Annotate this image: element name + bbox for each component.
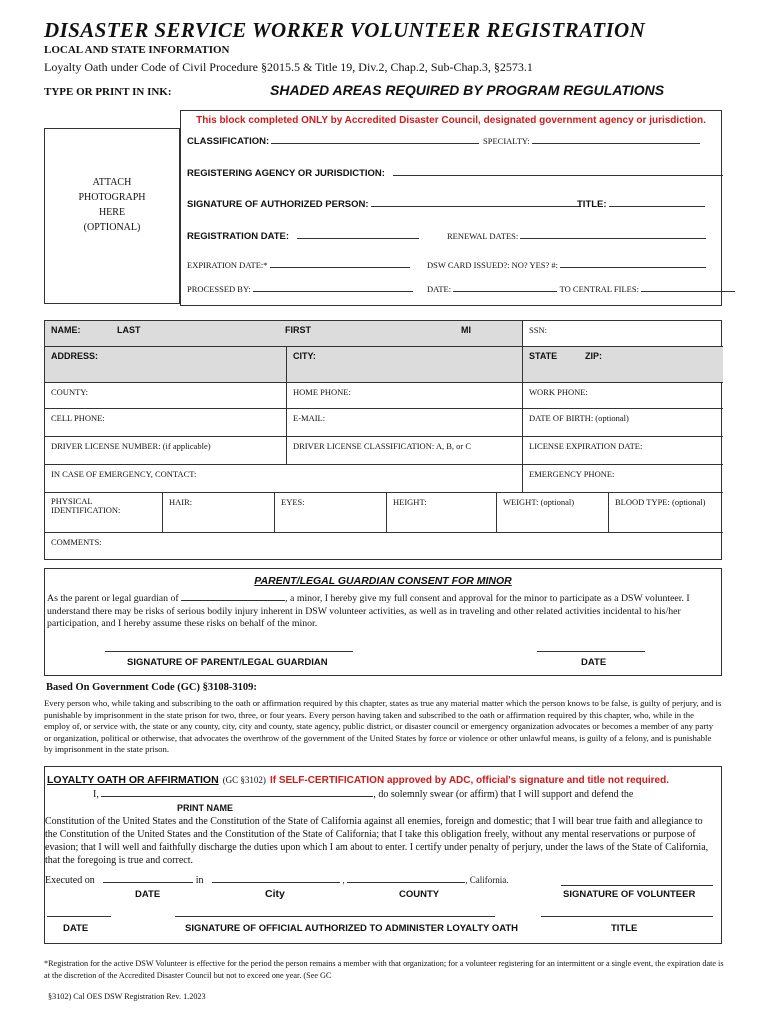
hair-cell[interactable] <box>163 493 275 533</box>
gov-code-text: Every person who, while taking and subscribing to the oath or affirmation required by this chapter, states as true any material matter which the person knows to be false, is guilty of perjury, and is punishable by imprisonment in the state prison for two, three, or four years. Every person having taken and subscribed to the oath or affirmation required by this chapter, who, while in the employ of, or service with, the state or any county, city, city and county, state agency, public district, or disaster council or emergency organization advocates or becomes a member of any party or organization, political or otherwise, that advocates the overthrow of the government of the United States by force or violence or other unlawful means, is guilty of a felony, and is punishable by imprisonment in the state prison. <box>44 698 722 755</box>
council-block <box>180 110 722 306</box>
classification-label: CLASSIFICATION: <box>187 136 270 147</box>
in-label: in <box>195 875 204 886</box>
comments-label: COMMENTS: <box>51 537 102 547</box>
physical-id-cell <box>45 493 163 533</box>
dob-cell[interactable] <box>523 409 723 437</box>
emergency-contact-label: IN CASE OF EMERGENCY, CONTACT: <box>51 469 197 479</box>
renewal-dates-label: RENEWAL DATES: <box>447 231 519 241</box>
dob-label: DATE OF BIRTH: (optional) <box>529 413 629 423</box>
oath-text: Constitution of the United States and the Constitution of the State of California against all enemies, foreign and domestic; that I will bear true faith and allegiance to the Constitution of the United States and the Constitution of the State of California; that I take this obligation freely, without any mental reservations or purpose of evasion; that I will well and faithfully discharge the duties upon which I am about to enter. I certify under penalty of perjury, under the laws of the State of California, that the foregoing is true and correct. <box>45 816 709 866</box>
executed-city-label: City <box>265 888 285 900</box>
home-phone-cell[interactable] <box>287 383 523 409</box>
specialty-field[interactable] <box>532 136 700 144</box>
dsw-card-field[interactable] <box>560 260 706 268</box>
blood-type-label: BLOOD TYPE: (optional) <box>615 497 706 507</box>
state-zip-cell[interactable] <box>523 347 723 383</box>
address-cell[interactable] <box>45 347 287 383</box>
mi-label: MI <box>461 325 471 335</box>
footer-revision: §3102) Cal OES DSW Registration Rev. 1.2023 <box>48 992 206 1001</box>
dl-class-cell[interactable] <box>287 437 523 465</box>
county-label: COUNTY: <box>51 387 88 397</box>
swear-text: , do solemnly swear (or affirm) that I will support and defend the <box>373 789 634 800</box>
email-label: E-MAIL: <box>293 413 326 423</box>
weight-label: WEIGHT: (optional) <box>503 497 575 507</box>
minor-consent-box <box>44 568 722 676</box>
executed-county-label: COUNTY <box>399 889 440 900</box>
home-phone-label: HOME PHONE: <box>293 387 351 397</box>
to-central-label: TO CENTRAL FILES: <box>559 284 639 294</box>
footer-note: *Registration for the active DSW Volunteer is effective for the period the person remains a member with that organization; for a volunteer registering for an intermittent or a single event, the expiration date is at the discretion of the Accredited Disaster Council but not to exceed one year. (See GC <box>44 959 724 980</box>
consent-text-a: As the parent or legal guardian of <box>47 593 179 604</box>
eyes-cell[interactable] <box>275 493 387 533</box>
photo-line: ATTACH <box>92 177 132 188</box>
print-name-label: PRINT NAME <box>177 803 233 813</box>
weight-cell[interactable] <box>497 493 609 533</box>
driver-license-cell[interactable] <box>45 437 287 465</box>
license-exp-cell[interactable] <box>523 437 723 465</box>
executed-date-field[interactable] <box>103 875 193 883</box>
processed-by-field[interactable] <box>253 284 413 292</box>
gov-code-heading: Based On Government Code (GC) §3108-3109: <box>46 682 257 693</box>
photo-line: (OPTIONAL) <box>83 222 141 233</box>
loyalty-oath-reference: Loyalty Oath under Code of Civil Procedure §2015.5 & Title 19, Div.2, Chap.2, Sub-Chap.3, §2573.1 <box>44 60 533 74</box>
executed-city-field[interactable] <box>212 875 340 883</box>
volunteer-signature-label: SIGNATURE OF VOLUNTEER <box>563 889 696 900</box>
official-signature-label: SIGNATURE OF OFFICIAL AUTHORIZED TO ADMINISTER LOYALTY OATH <box>185 923 519 934</box>
to-central-field[interactable] <box>641 284 735 292</box>
city-cell[interactable] <box>287 347 523 383</box>
name-cell[interactable] <box>45 321 523 347</box>
registering-agency-field[interactable] <box>393 168 723 176</box>
minor-name-field[interactable] <box>181 593 285 601</box>
dl-class-label: DRIVER LICENSE CLASSIFICATION: A, B, or C <box>293 441 472 451</box>
renewal-dates-field[interactable] <box>520 231 706 239</box>
guardian-signature-line[interactable] <box>105 651 353 652</box>
blood-type-cell[interactable] <box>609 493 723 533</box>
driver-license-label: DRIVER LICENSE NUMBER: (if applicable) <box>51 441 211 451</box>
shaded-areas-note: SHADED AREAS REQUIRED BY PROGRAM REGULATIONS <box>270 82 665 98</box>
state-label: STATE <box>529 351 558 361</box>
last-label: LAST <box>117 325 141 335</box>
guardian-signature-label: SIGNATURE OF PARENT/LEGAL GUARDIAN <box>127 657 328 668</box>
volunteer-signature-line[interactable] <box>561 885 713 886</box>
consent-text <box>47 593 715 631</box>
processed-by-label: PROCESSED BY: <box>187 284 251 294</box>
height-cell[interactable] <box>387 493 497 533</box>
photo-line: HERE <box>98 207 126 218</box>
consent-heading: PARENT/LEGAL GUARDIAN CONSENT FOR MINOR <box>254 575 512 587</box>
oath-heading: LOYALTY OATH OR AFFIRMATION <box>47 774 219 786</box>
eyes-label: EYES: <box>281 497 305 507</box>
hair-label: HAIR: <box>169 497 193 507</box>
comments-cell[interactable] <box>45 533 723 561</box>
signature-authorized-label: SIGNATURE OF AUTHORIZED PERSON: <box>187 199 369 210</box>
consent-text-b: , a minor, I hereby give my full consent and approval for the minor to participate as a DSW volunteer. I understand there may be risks of serious bodily injury inherent in DSW volunteer activities, as well as in traveling and other related activities incidental to his/her participation, and I hereby assume these risks on behalf of the minor. <box>47 593 690 630</box>
print-name-field[interactable] <box>101 789 373 797</box>
dsw-card-label: DSW CARD ISSUED?: NO? YES? #: <box>427 260 559 270</box>
official-date-line[interactable] <box>47 916 111 917</box>
official-title-label: TITLE <box>611 923 638 934</box>
specialty-label: SPECIALTY: <box>483 136 530 146</box>
guardian-date-line[interactable] <box>537 651 645 652</box>
signature-authorized-field[interactable] <box>371 199 581 207</box>
date-field[interactable] <box>453 284 557 292</box>
personal-info-grid <box>44 320 722 560</box>
executed-county-field[interactable] <box>347 875 465 883</box>
california-label: , California. <box>465 875 509 885</box>
local-state-label: LOCAL AND STATE INFORMATION <box>44 44 230 56</box>
name-label: NAME: <box>51 325 81 335</box>
self-certification-note: If SELF-CERTIFICATION approved by ADC, official's signature and title not required. <box>269 775 670 786</box>
cell-phone-label: CELL PHONE: <box>51 413 105 423</box>
official-title-line[interactable] <box>541 916 713 917</box>
city-label: CITY: <box>293 351 316 361</box>
form-title: DISASTER SERVICE WORKER VOLUNTEER REGISTRATION <box>44 18 646 42</box>
registration-date-label: REGISTRATION DATE: <box>187 231 290 242</box>
registration-date-field[interactable] <box>297 231 419 239</box>
executed-on-label: Executed on <box>45 875 95 886</box>
emergency-phone-cell[interactable] <box>523 465 723 493</box>
email-cell[interactable] <box>287 409 523 437</box>
classification-field[interactable] <box>271 136 479 144</box>
council-heading: This block completed ONLY by Accredited Disaster Council, designated government agency or jurisdiction. <box>196 115 706 126</box>
expiration-date-label: EXPIRATION DATE:* <box>187 260 268 270</box>
expiration-date-field[interactable] <box>270 260 410 268</box>
ssn-label: SSN: <box>529 325 547 335</box>
emergency-contact-cell[interactable] <box>45 465 523 493</box>
i-label: I, <box>93 789 99 800</box>
type-print-instruction: TYPE OR PRINT IN INK: <box>44 86 172 98</box>
official-date-label: DATE <box>63 923 89 934</box>
photo-line: PHOTOGRAPH <box>78 192 146 203</box>
registering-agency-label: REGISTERING AGENCY OR JURISDICTION: <box>187 168 385 179</box>
loyalty-oath-box: LOYALTY OATH OR AFFIRMATION (GC §3102) If SELF-CERTIFICATION approved by ADC, official's signature and title not required. I, , do solemnly swear (or affirm) that I will support and defend the PRINT NAME Constitution of the United States and the Constitution of the State of California against all enemies, foreign and domestic; that I will bear true faith and allegiance to the Constitution of the United States and the Constitution of the State of California; that I take this obligation freely, without any mental reservations or purpose of evasion; that I will well and faithfully discharge the duties upon which I am about to enter. I certify under penalty of perjury, under the laws of the State of California, that the foregoing is true and correct. Executed on in , , California. DATE City COUNTY SIGNATURE OF VOLUNTEER DATE SIGNATURE OF OFFICIAL AUTHORIZED TO ADMINISTER LOYALTY OATH TITLE <box>44 766 722 944</box>
first-label: FIRST <box>285 325 311 335</box>
zip-label: ZIP: <box>585 351 602 361</box>
executed-date-label: DATE <box>135 889 161 900</box>
date-label: DATE: <box>427 284 452 294</box>
work-phone-cell[interactable] <box>523 383 723 409</box>
photo-box[interactable] <box>44 128 180 304</box>
guardian-date-label: DATE <box>581 657 607 668</box>
address-label: ADDRESS: <box>51 351 99 361</box>
title-field[interactable] <box>609 199 705 207</box>
cell-phone-cell[interactable] <box>45 409 287 437</box>
official-signature-line[interactable] <box>175 916 495 917</box>
ssn-cell[interactable] <box>523 321 723 347</box>
emergency-phone-label: EMERGENCY PHONE: <box>529 469 615 479</box>
oath-gc-ref: (GC §3102) <box>222 775 266 785</box>
license-exp-label: LICENSE EXPIRATION DATE: <box>529 441 643 451</box>
work-phone-label: WORK PHONE: <box>529 387 588 397</box>
county-cell[interactable] <box>45 383 287 409</box>
physical-id-label: PHYSICAL IDENTIFICATION: <box>51 496 121 515</box>
height-label: HEIGHT: <box>393 497 427 507</box>
title-label: TITLE: <box>577 199 607 210</box>
